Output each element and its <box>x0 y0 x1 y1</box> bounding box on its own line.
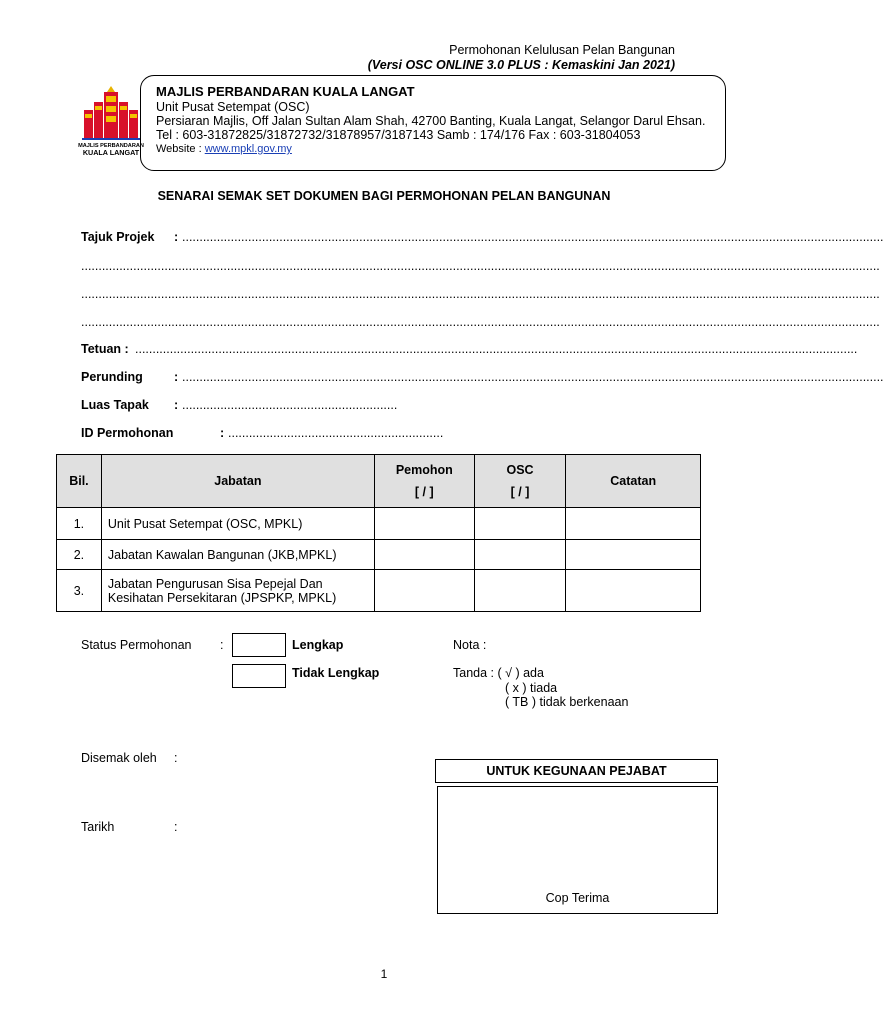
luas-tapak-value[interactable]: .............................................................. <box>182 398 398 412</box>
header-pemohon-mark: [ / ] <box>414 485 434 499</box>
header-jabatan: Jabatan <box>101 455 374 508</box>
logo-caption-2: KUALA LANGAT <box>82 148 140 157</box>
table-row <box>57 508 701 540</box>
tajuk-label: Tajuk Projek <box>81 230 155 244</box>
row-jabatan-line-2: Kesihatan Persekitaran (JPSPKP, MPKL) <box>107 590 337 605</box>
nota-tb: ( TB ) tidak berkenaan <box>505 695 629 709</box>
organization-contact: Tel : 603-31872825/31872732/31878957/3187143 Samb : 174/176 Fax : 603-31804053 <box>156 128 641 142</box>
nota-label: Nota : <box>453 638 487 652</box>
document-title: Permohonan Kelulusan Pelan Bangunan <box>449 43 675 57</box>
status-label: Status Permohonan <box>81 638 192 652</box>
checklist-title: SENARAI SEMAK SET DOKUMEN BAGI PERMOHONAN PELAN BANGUNAN <box>157 189 611 203</box>
header-osc <box>474 455 566 508</box>
tetuan-label: Tetuan : <box>81 342 129 356</box>
organization-unit: Unit Pusat Setempat (OSC) <box>156 100 310 114</box>
logo-caption-1: MAJLIS PERBANDARAN <box>78 143 144 149</box>
row-catatan-cell[interactable] <box>566 570 701 612</box>
row-osc-cell[interactable] <box>474 540 566 570</box>
table-row <box>57 540 701 570</box>
row-bil: 1. <box>57 508 102 540</box>
organization-name: MAJLIS PERBANDARAN KUALA LANGAT <box>156 84 415 99</box>
row-pemohon-cell[interactable] <box>374 508 474 540</box>
tajuk-projek-field <box>81 230 154 244</box>
website-link[interactable]: www.mpkl.gov.my <box>204 143 292 155</box>
id-permohonan-value[interactable]: .............................................................. <box>228 426 444 440</box>
office-use-heading: UNTUK KEGUNAAN PEJABAT <box>435 759 718 783</box>
row-jabatan-line-1: Jabatan Pengurusan Sisa Pepejal Dan <box>107 576 323 591</box>
status-colon: : <box>220 638 224 652</box>
header-pemohon <box>374 455 474 508</box>
website-label: Website : <box>156 143 202 155</box>
row-bil: 2. <box>57 540 102 570</box>
row-jabatan: Unit Pusat Setempat (OSC, MPKL) <box>101 508 374 540</box>
row-osc-cell[interactable] <box>474 570 566 612</box>
perunding-value[interactable]: .......................................................................................................................................................................................................... <box>182 370 884 384</box>
luas-tapak-label: Luas Tapak <box>81 398 149 412</box>
table-row <box>57 570 701 612</box>
organization-website-row <box>156 142 292 157</box>
document-version: (Versi OSC ONLINE 3.0 PLUS : Kemaskini Jan 2021) <box>367 58 675 72</box>
row-pemohon-cell[interactable] <box>374 540 474 570</box>
tidak-lengkap-checkbox[interactable] <box>232 664 286 688</box>
tarikh-colon: : <box>174 820 178 834</box>
perunding-colon: : <box>174 370 179 384</box>
page-number: 1 <box>380 967 388 981</box>
table-header-row <box>57 455 701 508</box>
disemak-label: Disemak oleh <box>81 751 157 765</box>
luas-colon: : <box>174 398 179 412</box>
header-osc-mark: [ / ] <box>510 485 530 499</box>
tetuan-value[interactable]: ................................................................................................................................................................................................................ <box>135 342 858 356</box>
id-permohonan-label: ID Permohonan <box>81 426 174 440</box>
row-catatan-cell[interactable] <box>566 508 701 540</box>
stamp-label: Cop Terima <box>545 891 610 905</box>
row-bil: 3. <box>57 570 102 612</box>
organization-address: Persiaran Majlis, Off Jalan Sultan Alam Shah, 42700 Banting, Kuala Langat, Selangor Darul Ehsan. <box>156 114 706 128</box>
tarikh-label: Tarikh <box>81 820 115 834</box>
row-osc-cell[interactable] <box>474 508 566 540</box>
id-colon: : <box>220 426 225 440</box>
header-osc-label: OSC <box>506 463 534 477</box>
nota-tiada: ( x ) tiada <box>505 681 558 695</box>
tajuk-value-line-4[interactable]: ...................................................................................................................................................................................................................................... <box>81 315 880 329</box>
tajuk-value-line-3[interactable]: ...................................................................................................................................................................................................................................... <box>81 287 880 301</box>
header-bil: Bil. <box>57 455 102 508</box>
row-catatan-cell[interactable] <box>566 540 701 570</box>
tajuk-value-line-2[interactable]: ...................................................................................................................................................................................................................................... <box>81 259 880 273</box>
row-jabatan <box>101 570 374 612</box>
tajuk-colon: : <box>174 230 179 244</box>
nota-tanda: Tanda : ( √ ) ada <box>453 666 544 680</box>
tidak-lengkap-label: Tidak Lengkap <box>292 666 380 680</box>
header-pemohon-label: Pemohon <box>395 463 453 477</box>
row-jabatan: Jabatan Kawalan Bangunan (JKB,MPKL) <box>101 540 374 570</box>
row-pemohon-cell[interactable] <box>374 570 474 612</box>
tajuk-value-line-1[interactable]: .......................................................................................................................................................................................................... <box>182 230 884 244</box>
disemak-colon: : <box>174 751 178 765</box>
department-checklist-table <box>56 454 701 612</box>
lengkap-label: Lengkap <box>292 638 344 652</box>
perunding-label: Perunding <box>81 370 143 384</box>
lengkap-checkbox[interactable] <box>232 633 286 657</box>
council-logo <box>80 84 142 160</box>
header-catatan: Catatan <box>566 455 701 508</box>
